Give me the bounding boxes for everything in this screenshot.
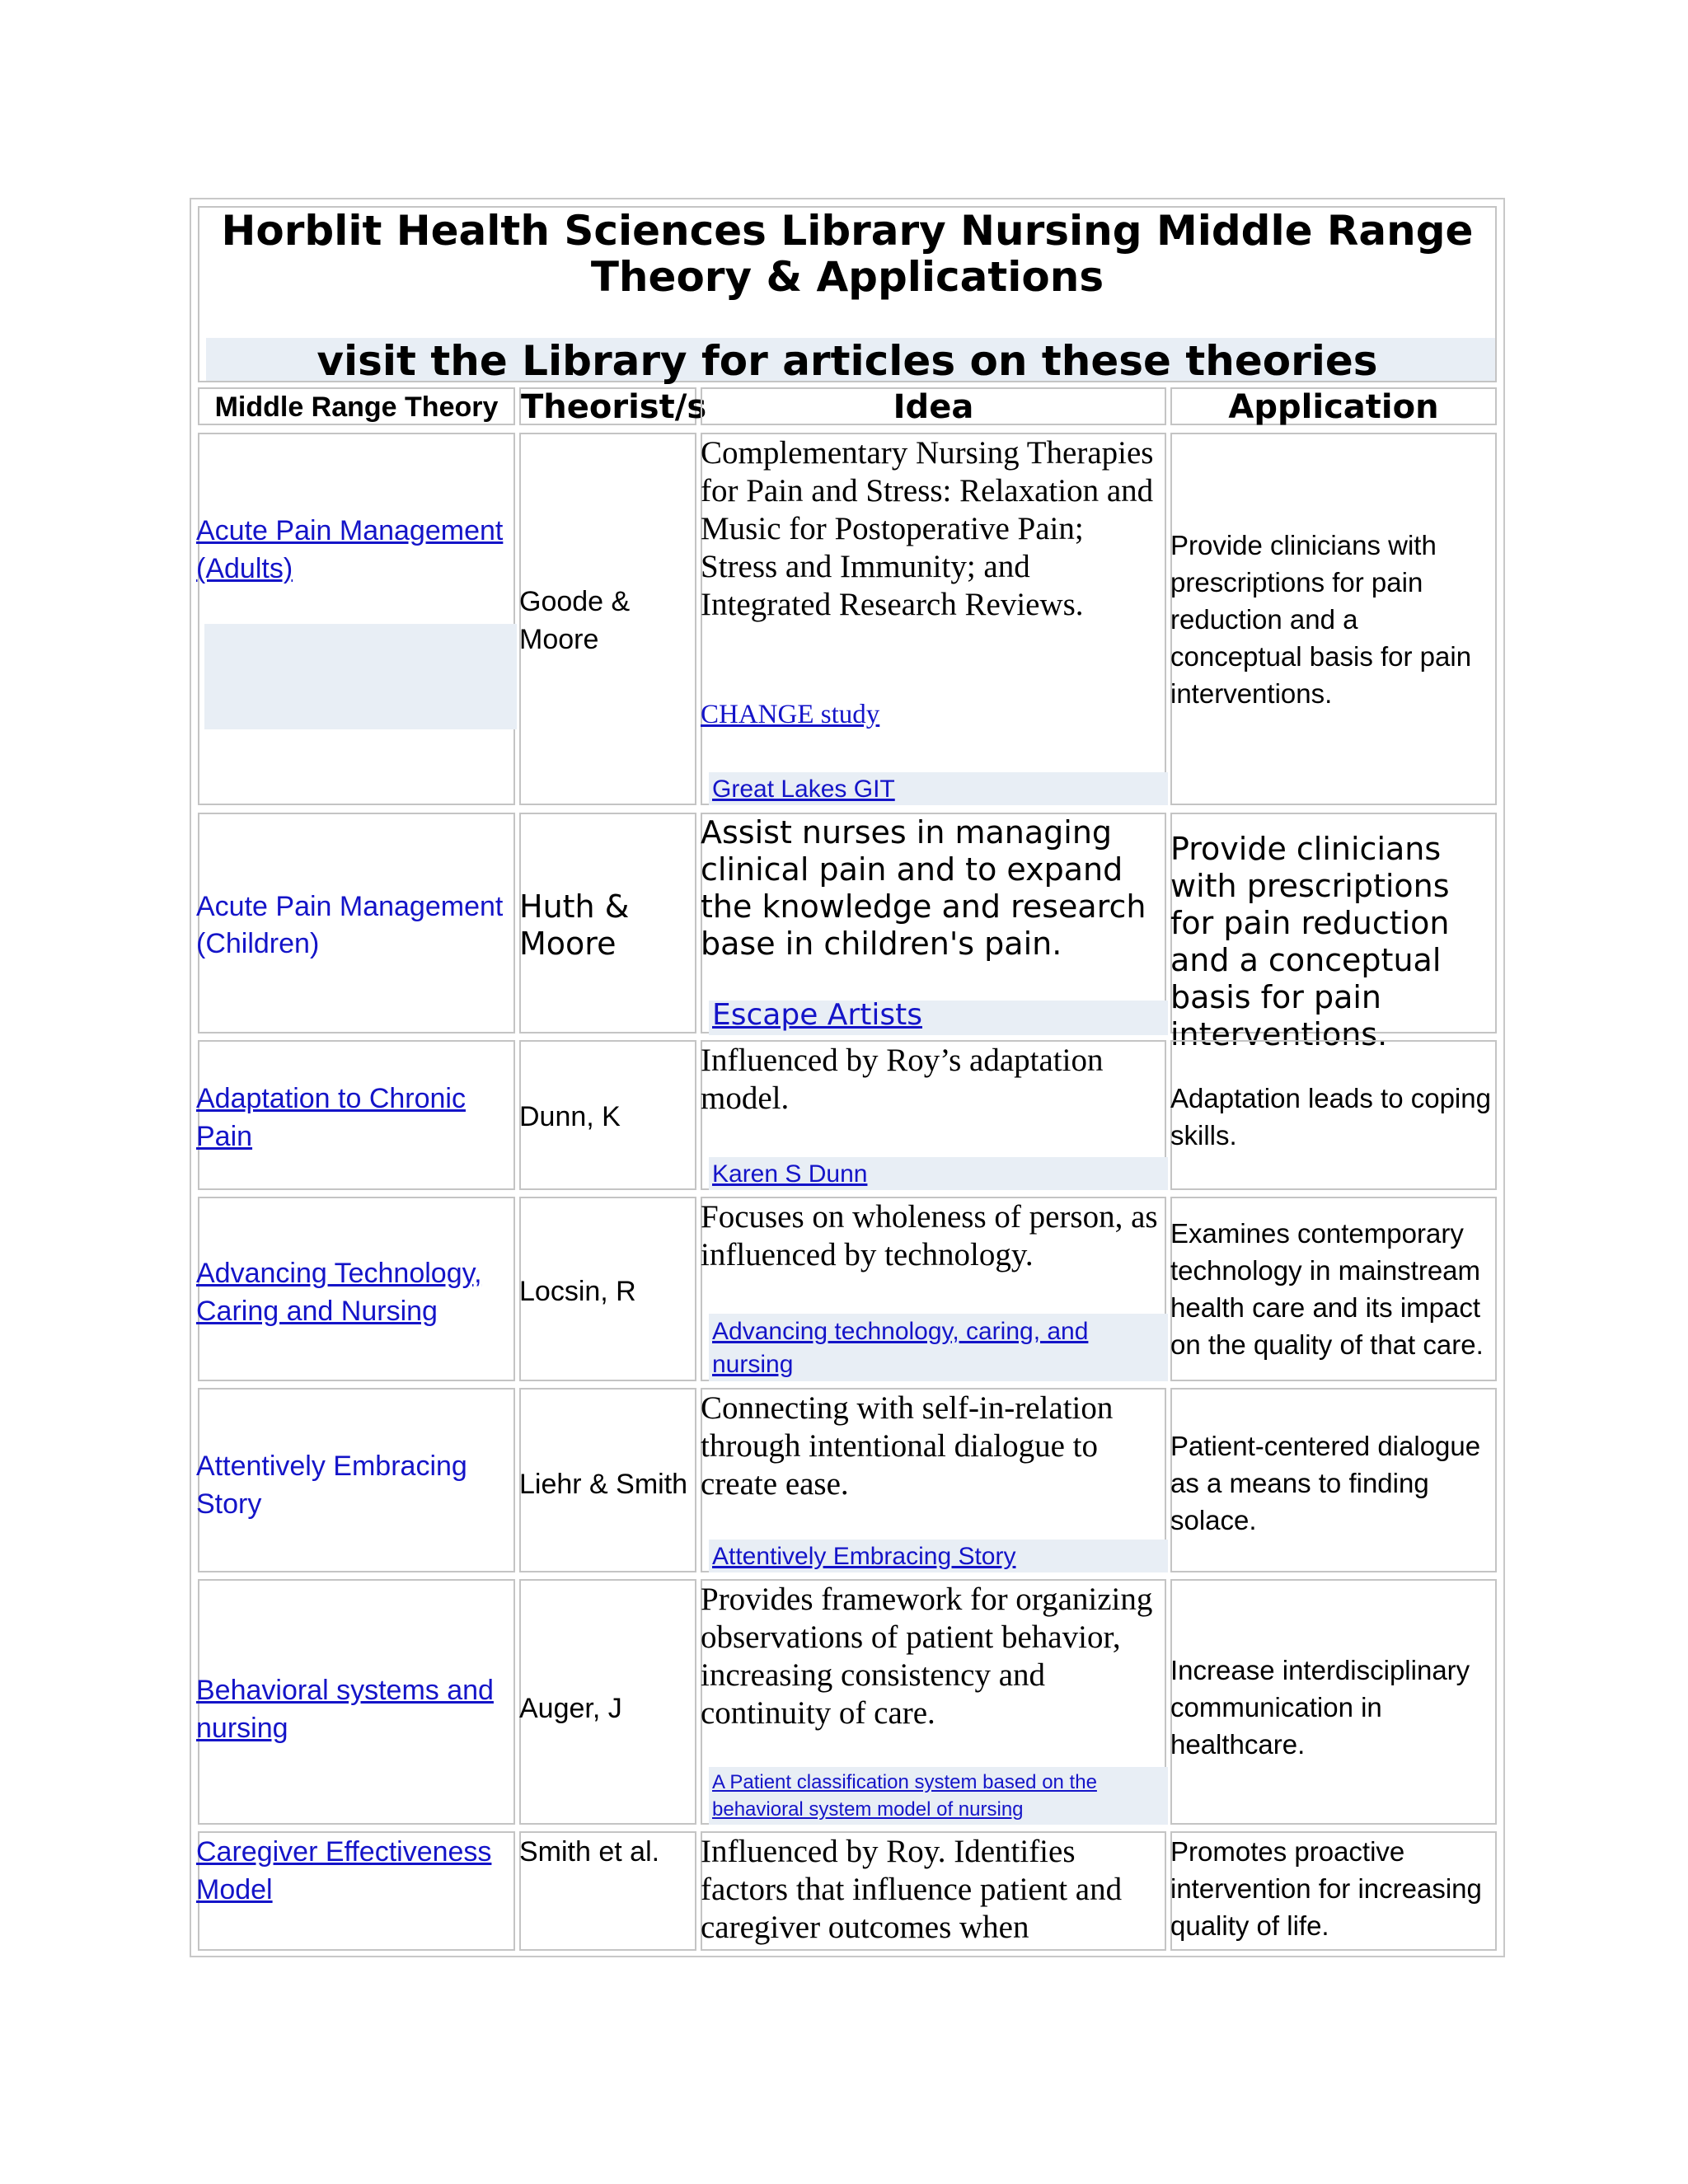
- table-row-6-theorist: [519, 1579, 696, 1825]
- theory-link-caregiver-effectiveness[interactable]: Caregiver Effectiveness Model: [196, 1836, 492, 1905]
- page-title: Horblit Health Sciences Library Nursing Middle Range Theory & Applications: [221, 207, 1474, 301]
- header-theory: [198, 387, 515, 425]
- page-subtitle: visit the Library for articles on these theories: [316, 337, 1378, 385]
- idea-text: Assist nurses in managing clinical pain and to expand the knowledge and research base in children's pain.: [701, 814, 1146, 962]
- table-row-1-theorist: [519, 433, 696, 805]
- theory-link-attentively-embracing-story[interactable]: Attentively Embracing Story: [196, 1451, 467, 1520]
- idea-text: Focuses on wholeness of person, as influenced by technology.: [701, 1199, 1158, 1272]
- theorist-text: Dunn, K: [519, 1101, 621, 1132]
- header-application: [1170, 387, 1497, 425]
- header-theory-label: Middle Range Theory: [214, 391, 499, 423]
- table-row-3-theorist: [519, 1040, 696, 1190]
- table-row-5-theorist: [519, 1388, 696, 1572]
- idea-link-great-lakes-git[interactable]: Great Lakes GIT: [712, 776, 895, 803]
- header-idea: [701, 387, 1166, 425]
- table-row-1-idea: [701, 433, 1166, 805]
- table-row-6-application: [1170, 1579, 1497, 1825]
- idea-link-advancing-technology[interactable]: Advancing technology, caring, and nursing: [712, 1318, 1089, 1378]
- table-row-7-application: [1170, 1831, 1497, 1951]
- table-row-4-theory: [198, 1197, 515, 1381]
- table-row-2-idea: [701, 813, 1166, 1033]
- table-row-4-application: [1170, 1197, 1497, 1381]
- cell-shade: [204, 624, 517, 729]
- theory-link-acute-pain-adults[interactable]: Acute Pain Management (Adults): [196, 515, 504, 584]
- idea-link-change-study[interactable]: CHANGE study: [701, 700, 880, 729]
- table-row-5-application: [1170, 1388, 1497, 1572]
- table-row-1-application: [1170, 433, 1497, 805]
- idea-link-escape-artists[interactable]: Escape Artists: [712, 998, 922, 1032]
- table-row-6-idea: [701, 1579, 1166, 1825]
- idea-text: Connecting with self-in-relation through intentional dialogue to create ease.: [701, 1390, 1114, 1502]
- theorist-text: Smith et al.: [519, 1836, 660, 1868]
- table-row-4-idea: [701, 1197, 1166, 1381]
- theorist-text: Goode & Moore: [519, 586, 631, 655]
- table-row-3-idea: [701, 1040, 1166, 1190]
- table-row-7-theory: [198, 1831, 515, 1951]
- idea-link-patient-classification[interactable]: A Patient classification system based on the behavioral system model of nursing: [712, 1771, 1097, 1821]
- table-row-4-theorist: [519, 1197, 696, 1381]
- application-text: Adaptation leads to coping skills.: [1170, 1083, 1491, 1151]
- application-text: Patient-centered dialogue as a means to finding solace.: [1170, 1431, 1481, 1535]
- theory-link-acute-pain-children[interactable]: Acute Pain Management (Children): [196, 891, 504, 959]
- table-row-5-theory: [198, 1388, 515, 1572]
- idea-link-karen-s-dunn[interactable]: Karen S Dunn: [712, 1160, 868, 1188]
- theorist-text: Liehr & Smith: [519, 1469, 688, 1500]
- application-text: Promotes proactive intervention for increasing quality of life.: [1170, 1836, 1482, 1941]
- application-text: Increase interdisciplinary communication in healthcare.: [1170, 1655, 1470, 1760]
- idea-text: Influenced by Roy. Identifies factors that influence patient and caregiver outcomes when: [701, 1834, 1123, 1945]
- table-row-2-application: [1170, 813, 1497, 1052]
- table-row-3-application: [1170, 1040, 1497, 1190]
- theory-link-behavioral-systems[interactable]: Behavioral systems and nursing: [196, 1675, 494, 1744]
- table-row-6-theory: [198, 1579, 515, 1825]
- application-text: Examines contemporary technology in mainstream health care and its impact on the quality of that care.: [1170, 1218, 1484, 1360]
- table-row-3-theory: [198, 1040, 515, 1190]
- header-application-label: Application: [1228, 388, 1439, 426]
- theorist-text: Huth & Moore: [519, 888, 630, 962]
- table-row-2-theorist: [519, 813, 696, 1033]
- table-row-7-theorist: [519, 1831, 696, 1951]
- application-text: Provide clinicians with prescriptions for pain reduction and a conceptual basis for pain interventions.: [1170, 530, 1472, 709]
- idea-text: Influenced by Roy’s adaptation model.: [701, 1043, 1104, 1116]
- theory-link-adaptation-chronic-pain[interactable]: Adaptation to Chronic Pain: [196, 1083, 466, 1152]
- header-theorist: [519, 387, 707, 426]
- idea-text: Provides framework for organizing observations of patient behavior, increasing consistency and continuity of care.: [701, 1582, 1153, 1731]
- application-text: Provide clinicians with prescriptions for pain reduction and a conceptual basis for pain interventions.: [1170, 831, 1450, 1052]
- header-idea-label: Idea: [893, 388, 974, 426]
- theorist-text: Locsin, R: [519, 1276, 636, 1307]
- table-row-1-theory: [198, 433, 515, 805]
- table-row-7-idea: [701, 1831, 1166, 1951]
- table-row-2-theory: [198, 813, 515, 1033]
- header-theorist-label: Theorist/s: [521, 388, 707, 426]
- idea-link-attentively-embracing-story[interactable]: Attentively Embracing Story: [712, 1543, 1016, 1570]
- idea-text: Complementary Nursing Therapies for Pain and Stress: Relaxation and Music for Postoperative Pain; Stress and Immunity; and Integrated Research Reviews.: [701, 435, 1154, 622]
- table-caption: [198, 206, 1497, 385]
- table-row-5-idea: [701, 1388, 1166, 1572]
- theorist-text: Auger, J: [519, 1693, 622, 1724]
- theory-link-advancing-technology[interactable]: Advancing Technology, Caring and Nursing: [196, 1258, 482, 1327]
